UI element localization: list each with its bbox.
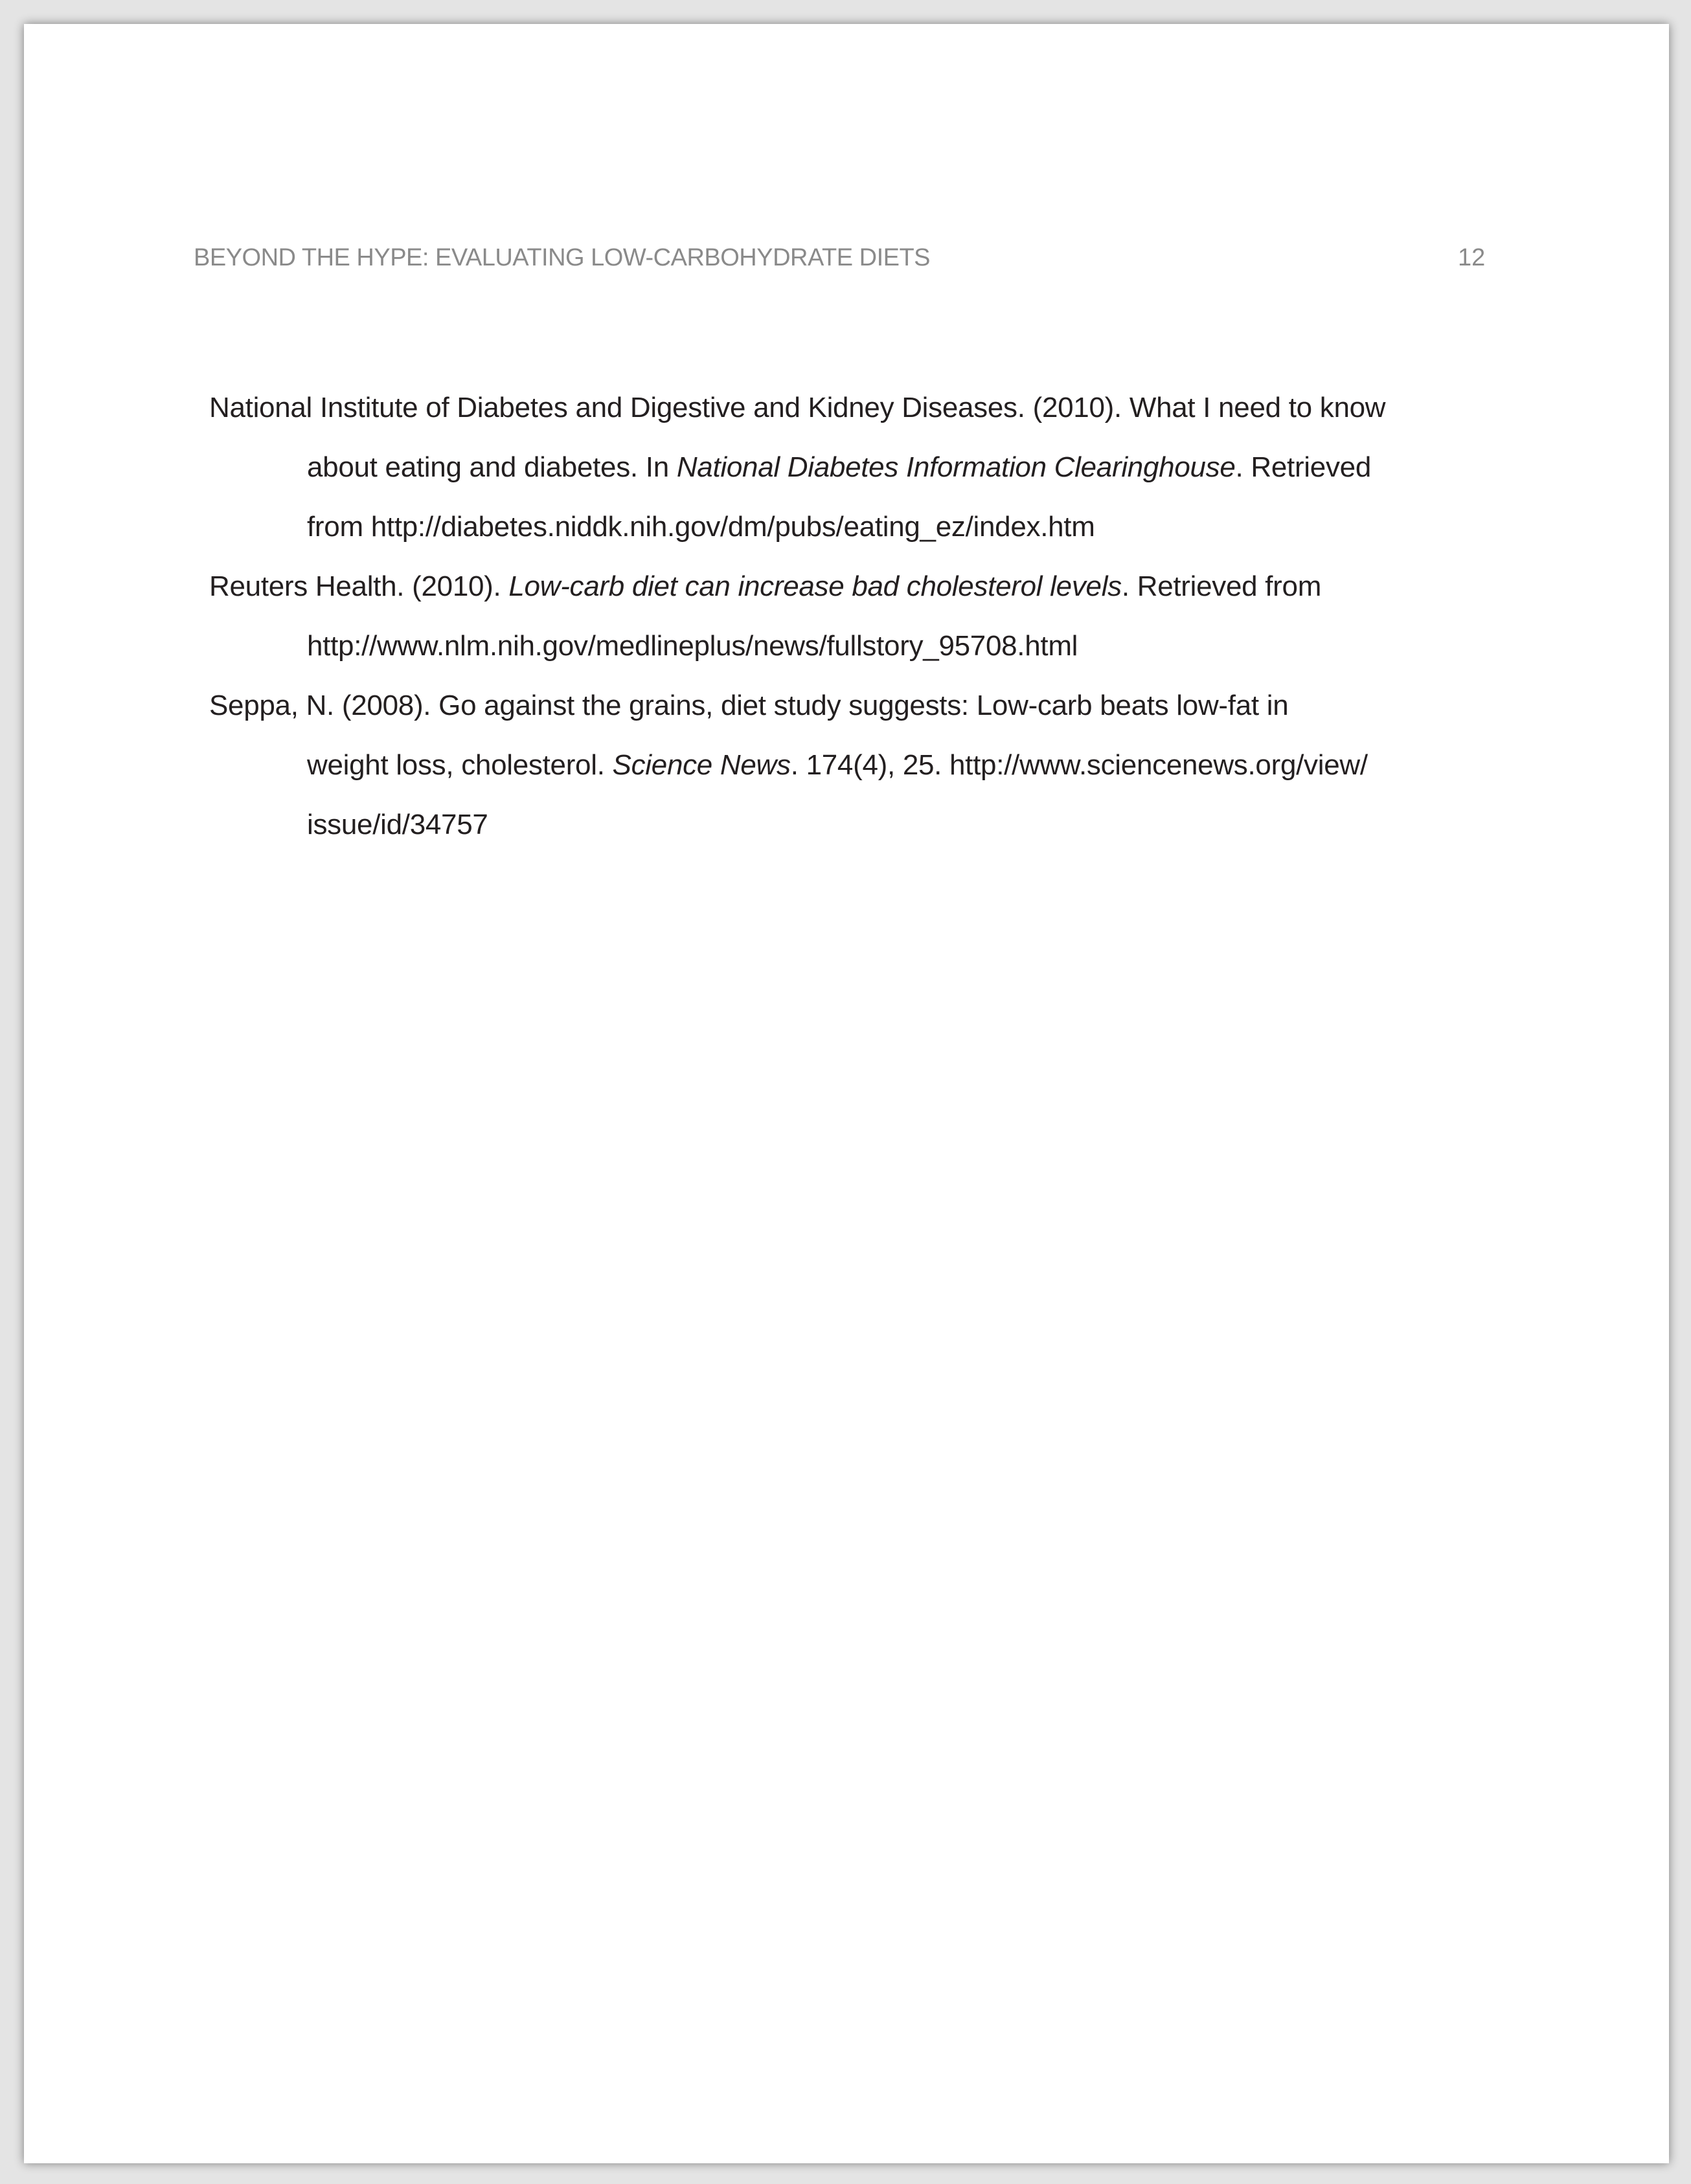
reference-url: issue/id/34757 — [307, 809, 488, 840]
reference-source-title: Science News — [612, 749, 791, 781]
reference-source-title: National Diabetes Information Clearinghouse — [676, 451, 1236, 483]
reference-url: http://www.nlm.nih.gov/medlineplus/news/fullstory_95708.html — [307, 630, 1078, 662]
reference-text: about eating and diabetes. In — [307, 451, 677, 483]
reference-text: . Retrieved — [1235, 451, 1371, 483]
reference-line — [307, 749, 1368, 782]
reference-text: . Retrieved from — [1121, 570, 1322, 602]
reference-line — [209, 570, 1321, 603]
reference-line: Seppa, N. (2008). Go against the grains, diet study suggests: Low-carb beats low-fat in — [209, 690, 1289, 721]
reference-text: . 174(4), 25. http://www.sciencenews.org/view/ — [790, 749, 1368, 781]
reference-source-title: Low-carb diet can increase bad cholesterol levels — [508, 570, 1122, 602]
running-head: BEYOND THE HYPE: EVALUATING LOW-CARBOHYDRATE DIETS — [194, 244, 931, 271]
reference-text: weight loss, cholesterol. — [307, 749, 613, 781]
reference-url: from http://diabetes.niddk.nih.gov/dm/pubs/eating_ez/index.htm — [307, 511, 1095, 543]
reference-text: Reuters Health. (2010). — [209, 570, 509, 602]
document-page — [24, 24, 1669, 2163]
reference-line: National Institute of Diabetes and Digestive and Kidney Diseases. (2010). What I need to know — [209, 392, 1386, 423]
reference-line — [307, 451, 1371, 484]
page-number: 12 — [1458, 244, 1486, 271]
